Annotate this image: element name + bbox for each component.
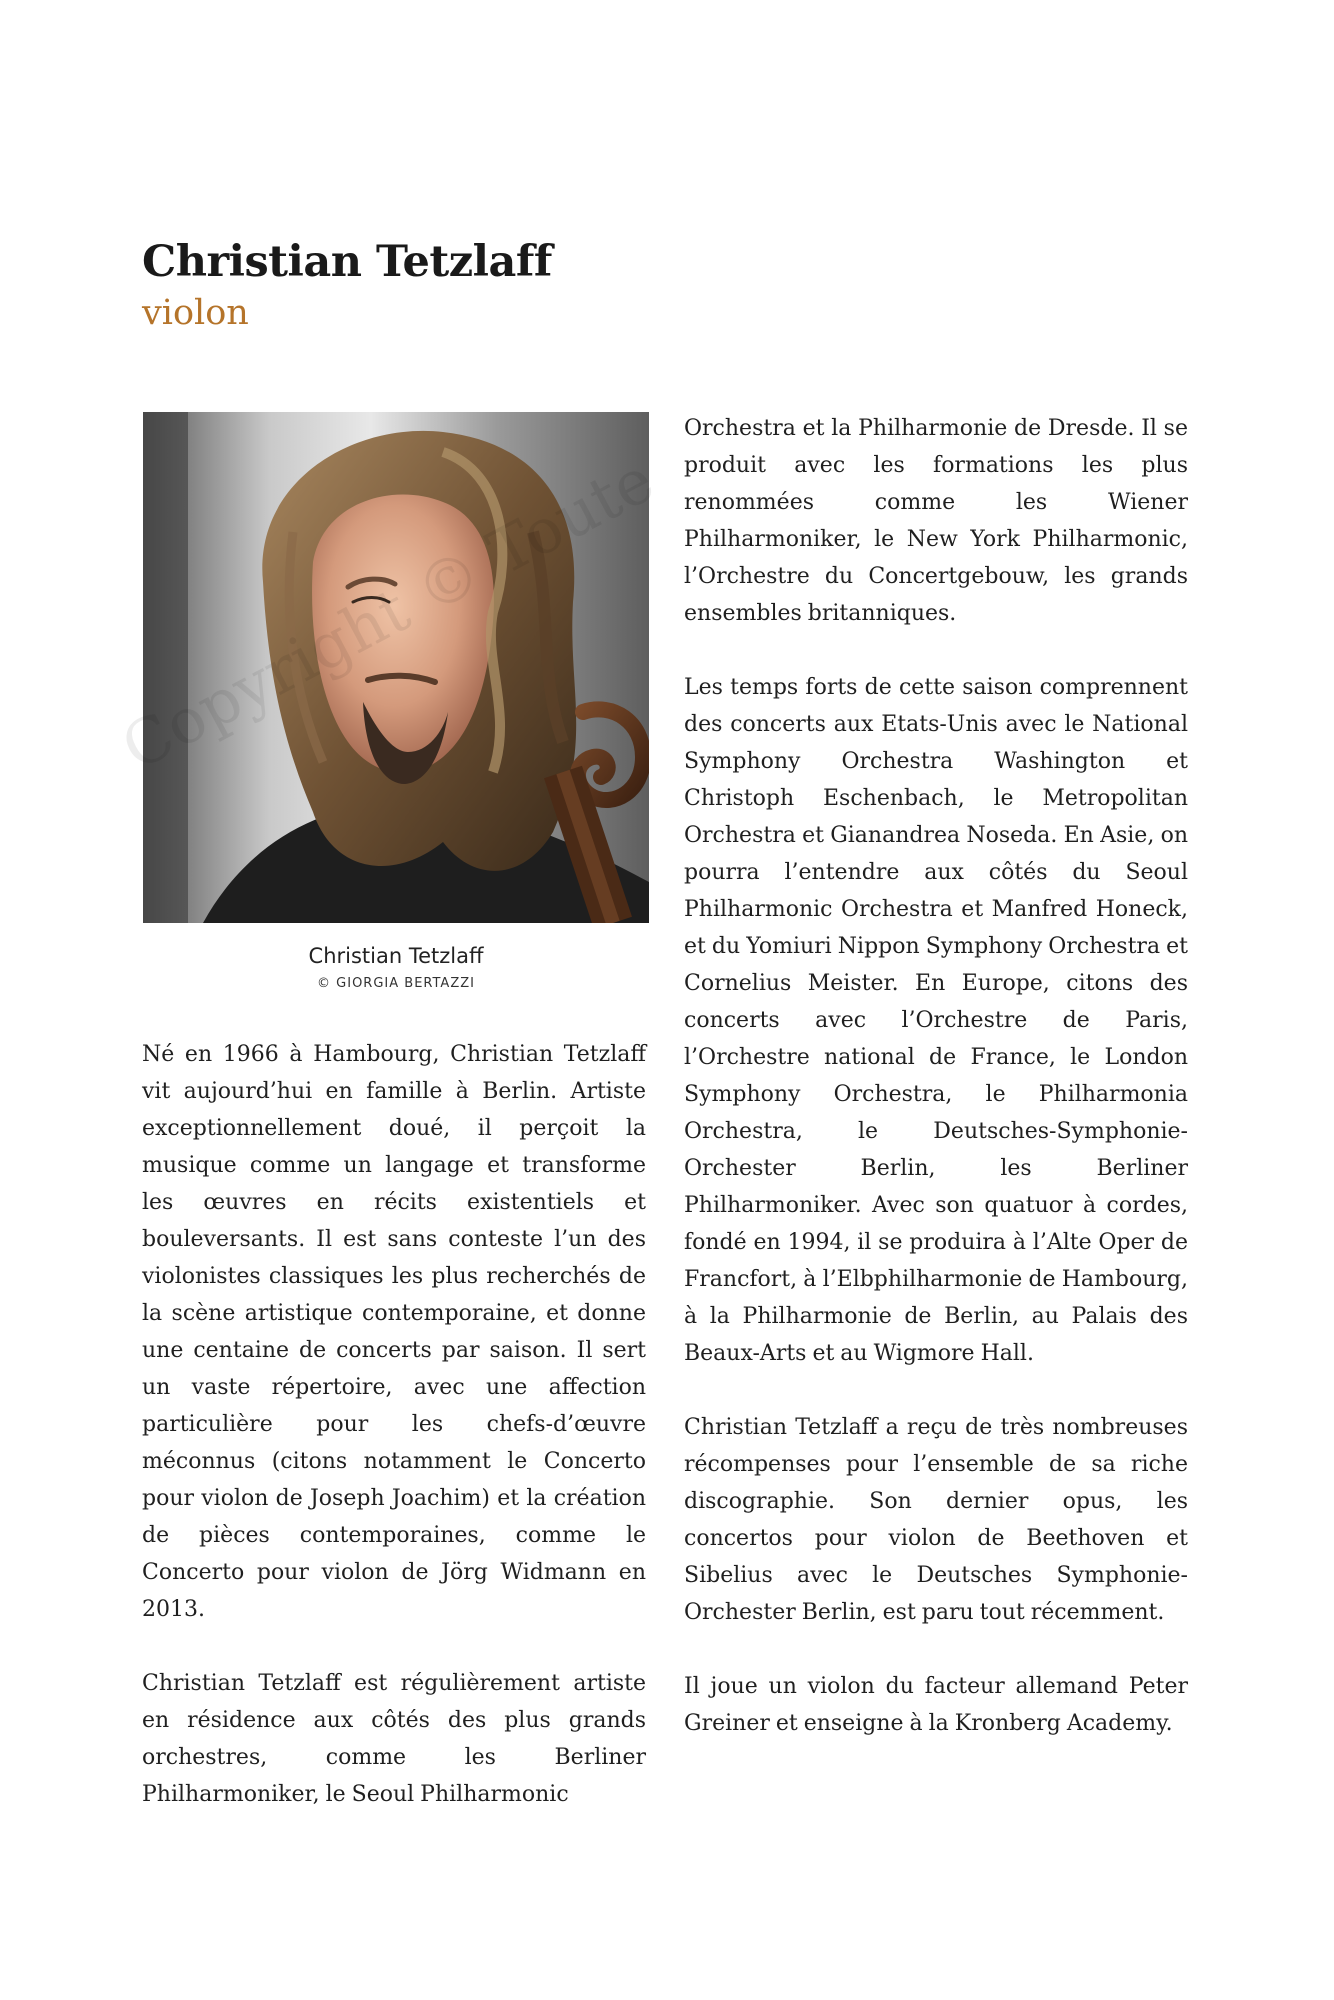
page-subtitle: violon (142, 293, 249, 333)
bio-paragraph: Christian Tetzlaff est régulièrement artiste en résidence aux côtés des plus grands orchestres, comme les Berliner Philharmoniker, le Seoul Philharmonic (142, 1671, 646, 1807)
bio-column-left (142, 1036, 646, 1850)
bio-paragraph: Né en 1966 à Hambourg, Christian Tetzlaff vit aujourd’hui en famille à Berlin. Artiste exceptionnellement doué, il perçoit la musique comme un langage et transforme les œuvres en récits existentiels et bouleversants. Il est sans conteste l’un des violonistes classiques les plus recherchés de la scène artistique contemporaine, et donne une centaine de concerts par saison. Il sert un vaste répertoire, avec une affection particulière pour les chefs-d’œuvre méconnus (citons notamment le Concerto pour violon de Joseph Joachim) et la création de pièces contemporaines, comme le Concerto pour violon de Jörg Widmann en 2013. (142, 1042, 646, 1622)
photo-caption-credit: © GIORGIA BERTAZZI (317, 976, 475, 991)
bio-paragraph: Orchestra et la Philharmonie de Dresde. Il se produit avec les formations les plus renommées comme les Wiener Philharmoniker, le New York Philharmonic, l’Orchestre du Concertgebouw, les grands ensembles britanniques. (684, 416, 1188, 626)
bio-column-right (684, 410, 1188, 1779)
artist-portrait (143, 412, 649, 923)
page-title: Christian Tetzlaff (142, 237, 552, 287)
bio-paragraph: Il joue un violon du facteur allemand Peter Greiner et enseigne à la Kronberg Academy. (684, 1674, 1188, 1736)
bio-paragraph: Les temps forts de cette saison comprennent des concerts aux Etats-Unis avec le National Symphony Orchestra Washington et Christoph Eschenbach, le Metropolitan Orchestra et Gianandrea Noseda. En Asie, on pourra l’entendre aux côtés du Seoul Philharmonic Orchestra et Manfred Honeck, et du Yomiuri Nippon Symphony Orchestra et Cornelius Meister. En Europe, citons des concerts avec l’Orchestre de Paris, l’Orchestre national de France, le London Symphony Orchestra, le Philharmonia Orchestra, le Deutsches-Symphonie-Orchester Berlin, les Berliner Philharmoniker. Avec son quatuor à cordes, fondé en 1994, il se produira à l’Alte Oper de Francfort, à l’Elbphilharmonie de Hambourg, à la Philharmonie de Berlin, au Palais des Beaux-Arts et au Wigmore Hall. (684, 675, 1188, 1366)
photo-caption-name: Christian Tetzlaff (308, 944, 484, 968)
portrait-illustration (143, 412, 649, 923)
bio-paragraph: Christian Tetzlaff a reçu de très nombreuses récompenses pour l’ensemble de sa riche discographie. Son dernier opus, les concertos pour violon de Beethoven et Sibelius avec le Deutsches Symphonie-Orchester Berlin, est paru tout récemment. (684, 1415, 1188, 1625)
